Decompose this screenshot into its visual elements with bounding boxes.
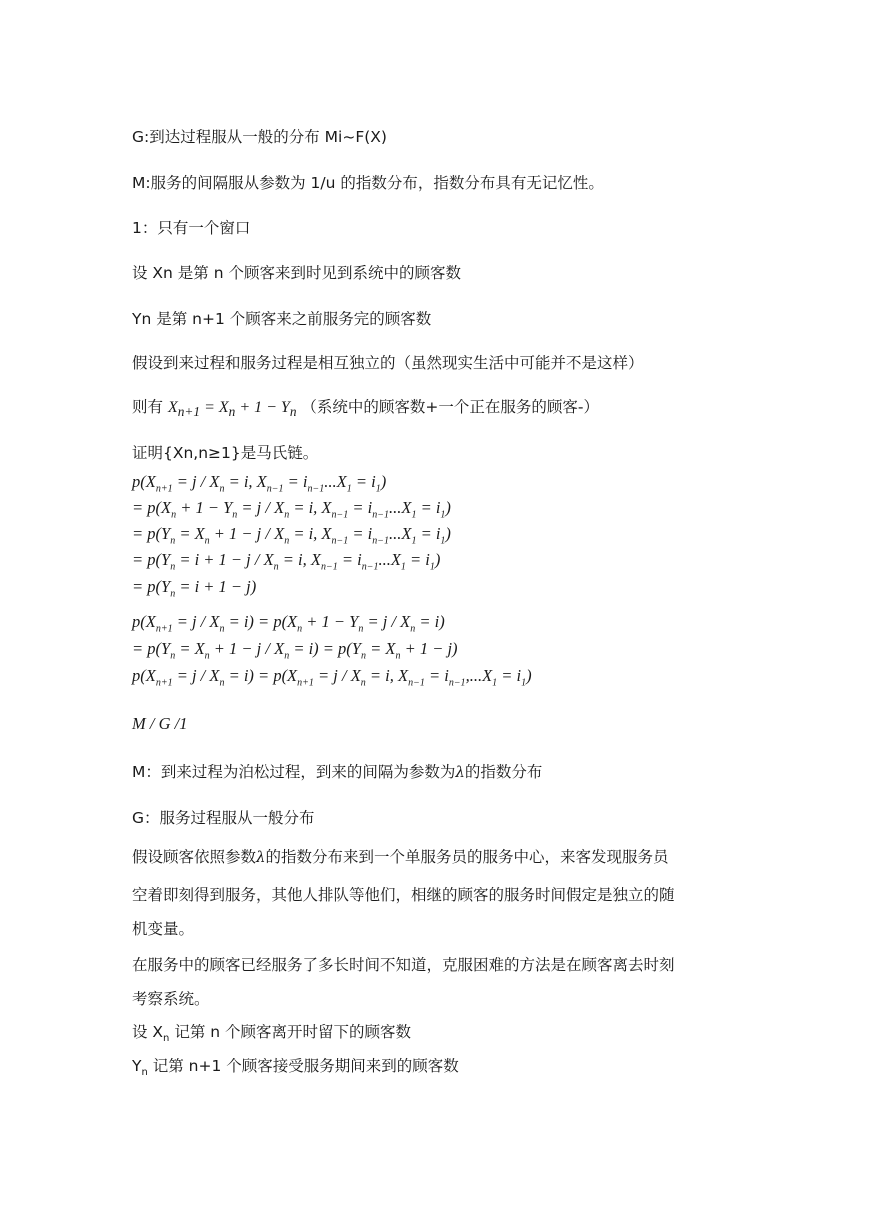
- line-served-immediately: 空着即刻得到服务，其他人排队等他们，相继的顾客的服务时间假定是独立的随: [132, 886, 675, 904]
- xn-description: 记第 n 个顾客离开时留下的顾客数: [169, 1023, 411, 1041]
- equation-1: $p(X_{n+1} = j / X_n = i$, $X_{n-1} = i_{n-1}...X_1 = i_1$): [132, 472, 387, 495]
- assume-prefix: 假设顾客依照参数: [132, 848, 257, 866]
- yn-description: 记第 n+1 个顾客接受服务期间来到的顾客数: [147, 1057, 459, 1075]
- equation-5: = $p(Y_n = i + 1 - j)$: [132, 577, 257, 600]
- line-prove-markov: 证明{Xn,n≥1}是马氏链。: [132, 444, 319, 462]
- assume-suffix: 的指数分布来到一个单服务员的服务中心，来客发现服务员: [265, 848, 669, 866]
- line-define-xn-departure: [132, 1022, 411, 1049]
- line-define-yn-arrivals: [132, 1056, 459, 1083]
- xn-label: 设 X: [132, 1023, 164, 1041]
- yn-subscript: n: [141, 1067, 148, 1079]
- yn-label: Y: [132, 1057, 142, 1075]
- recurrence-formula: $X_{n+1} = X_n + 1 - Y_n$: [167, 399, 297, 420]
- line-recurrence: [132, 397, 599, 422]
- mg1-heading: M / G /1: [132, 714, 188, 733]
- xn-subscript: n: [163, 1033, 170, 1045]
- equation-4: = $p(Y_n = i + 1 - j / X_n = i$, $X_{n-1} = i_{n-1}...X_1 = i_1$): [132, 550, 441, 573]
- line-g-service: G：服务过程服从一般分布: [132, 809, 315, 827]
- line-observe-system: 考察系统。: [132, 990, 210, 1008]
- equation-6: $p(X_{n+1} = j / X_n = i) = p(X_n + 1 - Y_n = j / X_n = i)$: [132, 612, 445, 635]
- lambda-symbol-2: λ: [256, 848, 266, 866]
- recurrence-suffix: （系统中的顾客数+一个正在服务的顾客-）: [301, 398, 600, 416]
- poisson-prefix: M：到来过程为泊松过程，到来的间隔为参数为: [132, 763, 456, 781]
- line-m-poisson: [132, 762, 542, 782]
- equation-2: = $p(X_n + 1 - Y_n = j / X_n = i$, $X_{n-1} = i_{n-1}...X_1 = i_1$): [132, 498, 451, 521]
- line-m-service: M:服务的间隔服从参数为 1/u 的指数分布，指数分布具有无记忆性。: [132, 174, 604, 192]
- line-single-window: 1：只有一个窗口: [132, 219, 251, 237]
- line-assume-customers: [132, 847, 669, 867]
- equation-8: $p(X_{n+1} = j / X_n = i) = p(X_{n+1} = j / X_n = i$, $X_{n-1} = i_{n-1},...X_1 = i_1$): [132, 666, 532, 689]
- poisson-suffix: 的指数分布: [464, 763, 543, 781]
- equation-3: = $p(Y_n = X_n + 1 - j / X_n = i$, $X_{n-1} = i_{n-1}...X_1 = i_1$): [132, 524, 451, 547]
- line-define-yn: Yn 是第 n+1 个顾客来之前服务完的顾客数: [132, 310, 432, 328]
- line-g-arrival: G:到达过程服从一般的分布 Mi~F(X): [132, 128, 387, 146]
- line-independence: 假设到来过程和服务过程是相互独立的（虽然现实生活中可能并不是这样）: [132, 354, 644, 372]
- lambda-symbol: λ: [455, 763, 465, 781]
- equation-7: = $p(Y_n = X_n + 1 - j / X_n = i) = p(Y_n = X_n + 1 - j)$: [132, 639, 458, 662]
- line-overcome-difficulty: 在服务中的顾客已经服务了多长时间不知道，克服困难的方法是在顾客离去时刻: [132, 956, 675, 974]
- line-define-xn: 设 Xn 是第 n 个顾客来到时见到系统中的顾客数: [132, 264, 461, 282]
- line-random-variable: 机变量。: [132, 920, 195, 938]
- recurrence-prefix: 则有: [132, 398, 164, 416]
